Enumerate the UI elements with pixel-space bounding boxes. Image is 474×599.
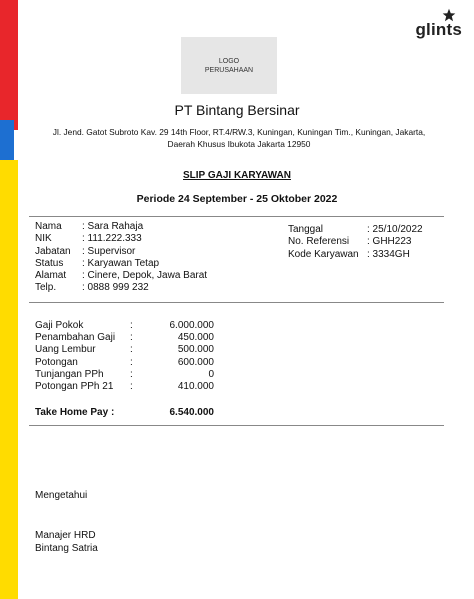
employee-value: : 0888 999 232	[82, 282, 149, 294]
pay-value: 0	[208, 368, 214, 380]
slip-meta	[288, 224, 423, 261]
slip-period: Periode 24 September - 25 Oktober 2022	[136, 193, 338, 205]
pay-label: Potongan	[35, 356, 78, 368]
pay-colon: :	[130, 368, 133, 380]
pay-colon: :	[130, 356, 133, 368]
pay-value: 600.000	[177, 356, 214, 368]
pay-row	[35, 344, 214, 356]
pay-label: Penambahan Gaji	[35, 332, 116, 344]
pay-row	[35, 369, 214, 381]
pay-value: 450.000	[177, 332, 214, 344]
pay-colon: :	[130, 380, 133, 392]
employee-row	[35, 246, 207, 258]
meta-value: : GHH223	[367, 236, 412, 248]
employee-value: : Sara Rahaja	[82, 221, 144, 232]
employee-row	[35, 282, 207, 294]
company-name: PT Bintang Bersinar	[174, 102, 300, 118]
meta-value: : 25/10/2022	[367, 224, 423, 235]
employee-row	[35, 258, 207, 270]
pay-row	[35, 357, 214, 369]
employee-label: Alamat	[35, 270, 67, 282]
employee-label: NIK	[35, 233, 52, 245]
meta-row	[288, 236, 423, 248]
signatory-name: Bintang Satria	[35, 542, 98, 554]
pay-value: 6.000.000	[169, 320, 214, 331]
pay-row	[35, 320, 214, 332]
pay-row	[35, 332, 214, 344]
acknowledge-label: Mengetahui	[35, 490, 88, 501]
logo-line-1: LOGO	[218, 57, 240, 65]
employee-row	[35, 233, 207, 245]
pay-label: Potongan PPh 21	[35, 380, 114, 392]
meta-value: : 3334GH	[367, 248, 410, 260]
employee-info	[35, 221, 207, 295]
slip-title: SLIP GAJI KARYAWAN	[183, 170, 291, 181]
divider-top	[29, 216, 444, 217]
address-line-2: Daerah Khusus Ibukota Jakarta 12950	[167, 139, 311, 149]
meta-row	[288, 249, 423, 261]
employee-row	[35, 270, 207, 282]
company-address	[34, 126, 444, 150]
side-stripe-yellow-lower	[0, 160, 18, 599]
take-home-label: Take Home Pay :	[35, 407, 115, 418]
meta-row	[288, 224, 423, 236]
divider-bottom	[29, 425, 444, 426]
meta-label: Tanggal	[288, 224, 324, 235]
employee-value: : Karyawan Tetap	[82, 257, 160, 269]
pay-colon: :	[130, 320, 133, 331]
employee-label: Status	[35, 257, 64, 269]
employee-value: : Cinere, Depok, Jawa Barat	[82, 270, 208, 282]
employee-value: : 111.222.333	[82, 233, 142, 245]
pay-row	[35, 381, 214, 393]
employee-label: Nama	[35, 221, 62, 232]
divider-middle	[29, 302, 444, 303]
brand-logo: glints	[415, 20, 462, 39]
pay-breakdown	[35, 320, 214, 393]
pay-colon: :	[130, 332, 133, 344]
employee-row	[35, 221, 207, 233]
signatory-role: Manajer HRD	[35, 530, 96, 541]
employee-label: Jabatan	[35, 245, 71, 257]
pay-value: 500.000	[177, 344, 214, 356]
address-line-1: Jl. Jend. Gatot Subroto Kav. 29 14th Floor, RT.4/RW.3, Kuningan, Kuningan Tim., Kuningan, Jakarta,	[52, 127, 426, 137]
meta-label: Kode Karyawan	[288, 248, 359, 260]
employee-label: Telp.	[35, 282, 57, 294]
employee-value: : Supervisor	[82, 245, 136, 257]
pay-colon: :	[130, 344, 133, 356]
pay-label: Gaji Pokok	[35, 320, 84, 331]
pay-label: Uang Lembur	[35, 344, 96, 356]
logo-line-2: PERUSAHAAN	[204, 66, 254, 74]
signature-block	[35, 530, 98, 555]
company-logo-placeholder	[181, 37, 277, 94]
pay-label: Tunjangan PPh	[35, 368, 104, 380]
take-home-value: 6.540.000	[169, 407, 214, 418]
pay-value: 410.000	[177, 380, 214, 392]
meta-label: No. Referensi	[288, 236, 350, 248]
take-home-pay	[35, 407, 214, 418]
